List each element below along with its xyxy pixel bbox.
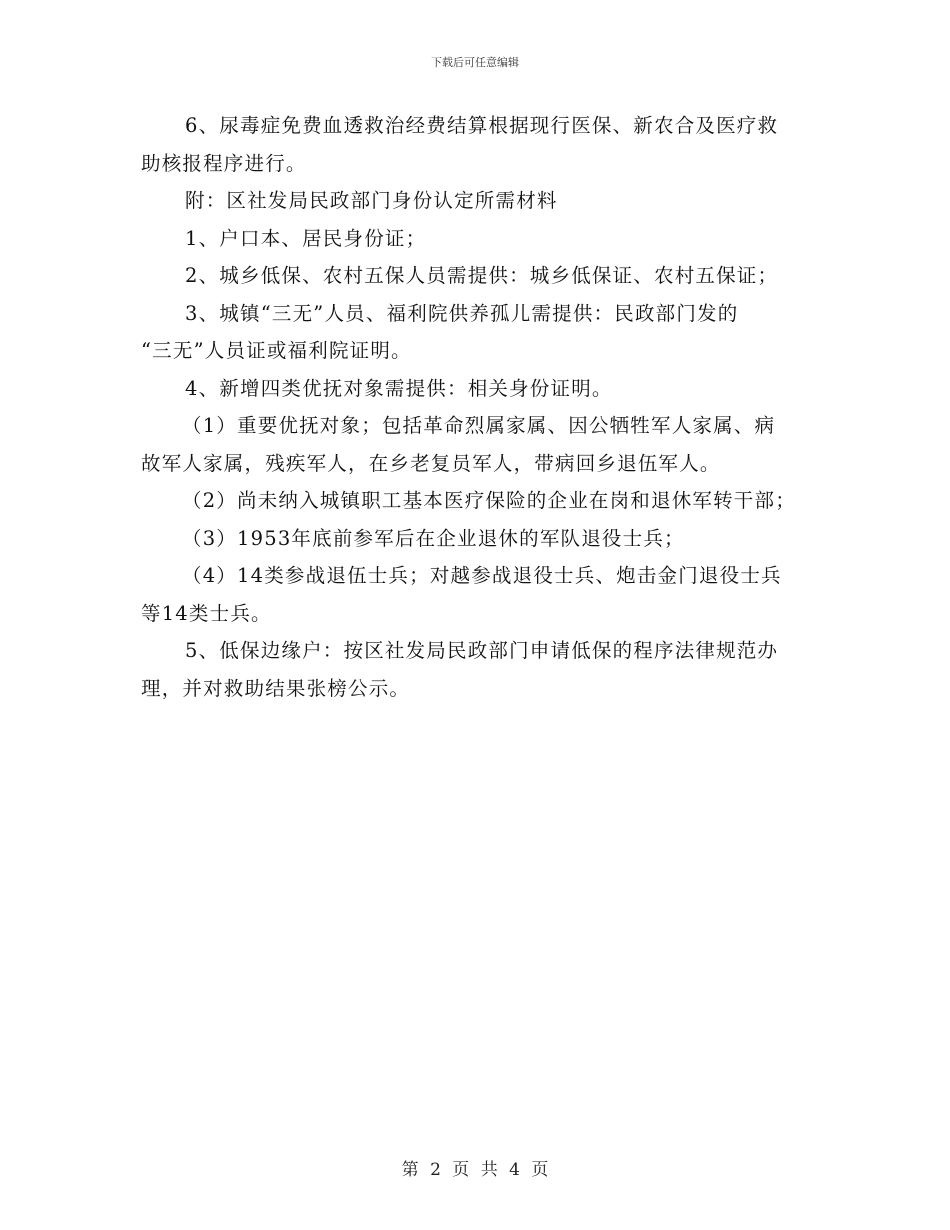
paragraph-line: 6、尿毒症免费血透救治经费结算根据现行医保、新农合及医疗救	[185, 114, 779, 137]
paragraph-line: 3、城镇“三无”人员、福利院供养孤儿需提供：民政部门发的	[185, 301, 739, 325]
paragraph-line: 理，并对救助结果张榜公示。	[141, 676, 411, 700]
paragraph-line: 1、户口本、居民身份证；	[185, 226, 427, 250]
page-number: 第 2 页 共 4 页	[401, 1160, 549, 1180]
page-header: 下载后可任意编辑	[431, 56, 519, 69]
paragraph-line: 5、低保边缘户：按区社发局民政部门申请低保的程序法律规范办	[185, 639, 779, 662]
paragraph-line: “三无”人员证或福利院证明。	[141, 339, 412, 362]
paragraph-line: 附：区社发局民政部门身份认定所需材料	[185, 189, 558, 212]
paragraph-line: 助核报程序进行。	[141, 151, 307, 175]
paragraph-line: （3）1953年底前参军后在企业退休的军队退役士兵；	[182, 526, 685, 550]
document-body	[141, 107, 809, 707]
paragraph-line: 4、新增四类优抚对象需提供：相关身份证明。	[185, 376, 613, 400]
paragraph-line: 等14类士兵。	[141, 601, 272, 625]
paragraph-line: （2）尚未纳入城镇职工基本医疗保险的企业在岗和退休军转干部；	[182, 489, 796, 512]
paragraph-line: 故军人家属，残疾军人，在乡老复员军人，带病回乡退伍军人。	[141, 451, 721, 475]
paragraph-line: （1）重要优抚对象；包括革命烈属家属、因公牺牲军人家属、病	[182, 414, 776, 437]
paragraph-line: （4）14类参战退伍士兵；对越参战退役士兵、炮击金门退役士兵	[182, 564, 782, 587]
paragraph-line: 2、城乡低保、农村五保人员需提供：城乡低保证、农村五保证；	[185, 264, 779, 287]
